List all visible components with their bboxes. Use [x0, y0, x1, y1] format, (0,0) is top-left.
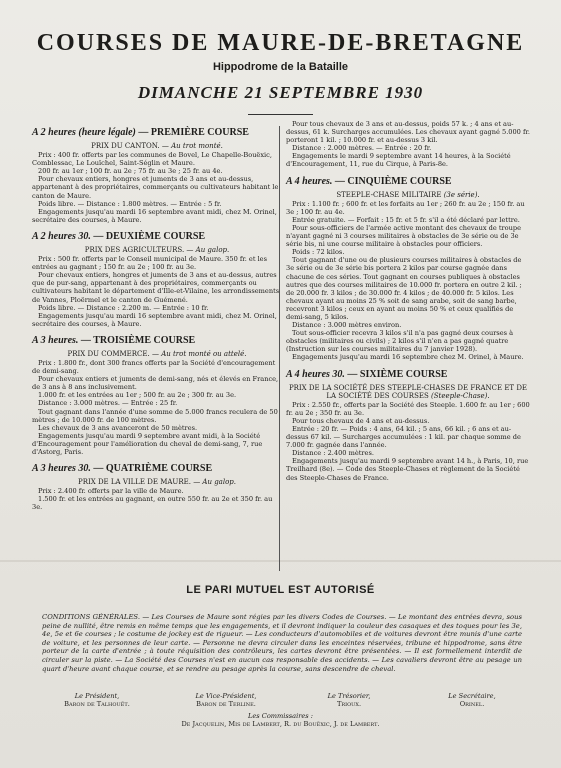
race-condition-line: Prix : 1.100 fr. ; 600 fr. et les forfaits au 1er ; 260 fr. au 2e ; 150 fr. au 3e ; 100 fr. au 4e.	[286, 199, 525, 216]
race-condition-line: Engagements jusqu'au mardi 16 septembre avant midi, chez M. Orinel, secrétaire des courses, à Maure.	[32, 207, 277, 224]
race-condition-line: Prix : 2.550 fr., offerts par la Société des Steeple. 1.600 fr. au 1er ; 600 fr. au 2e ; 350 fr. au 3e.	[286, 400, 530, 417]
race-condition-line: Entrée : 20 fr. — Poids : 4 ans, 64 kil. ; 5 ans, 66 kil. ; 6 ans et au-dessus 67 kil. — Surcharges accumulées : 1 kil. par chaque somme de 7.000 fr. gagnée dans l'année.	[286, 425, 521, 450]
race-condition-line: Tout sous-officier recevra 3 kilos s'il n'a pas gagné deux courses à obstacles (militaires ou civils) ; 2 kilos s'il n'en a pas gagné quatre (Instruction sur les courses militaires du 7 janvier 1928).	[286, 329, 514, 354]
race-condition-line: Engagements jusqu'au mardi 16 septembre chez M. Orinel, à Maure.	[292, 353, 524, 362]
race-condition-line: Poids libre. — Distance : 2.200 m. — Entrée : 10 fr.	[38, 303, 209, 312]
race-condition-line: Distance : 2.400 mètres.	[292, 449, 374, 458]
race-condition-line: 1.500 fr. et les entrées au gagnant, en outre 550 fr. au 2e et 350 fr. au 3e.	[32, 495, 273, 512]
race-name: TROISIÈME COURSE	[93, 334, 196, 346]
race-condition-line: Engagements jusqu'au mardi 9 septembre avant 14 h., à Paris, 10, rue Treilhard (8e). — Code des Steeple-Chases et règlement de la Société des Steeple-Chases de France.	[286, 457, 529, 482]
race-condition-line: Les chevaux de 3 ans avanceront de 50 mètres.	[38, 423, 198, 432]
signature-name: Orinel.	[459, 700, 485, 708]
race-separator: —	[344, 368, 360, 380]
prix-name: PRIX DU COMMERCE.	[67, 349, 150, 358]
prix-name: PRIX DE LA SOCIÉTÉ DES STEEPLE-CHASES DE FRANCE ET DE LA SOCIÉTÉ DES COURSES	[288, 383, 528, 400]
race-prix	[32, 350, 282, 358]
prix-name: STEEPLE-CHASE MILITAIRE	[336, 190, 442, 199]
race-separator: —	[90, 230, 106, 242]
prix-mode: — Au galop.	[186, 245, 230, 254]
race-time: A 4 heures 30.	[286, 368, 345, 380]
race-condition-line: Engagements jusqu'au mardi 16 septembre avant midi, chez M. Orinel, secrétaire des courses, à Maure.	[32, 311, 277, 328]
signature-role: Le Vice-Président,	[195, 692, 257, 700]
signature-vice-president	[166, 692, 286, 708]
signature-tresorier	[304, 692, 394, 708]
race-heading	[286, 175, 530, 188]
race-condition-line: Pour chevaux entiers, hongres et juments de 3 ans et au-dessus, appartenant à des propriétaires, commerçants ou cultivateurs habitant le canton de Maure.	[32, 175, 279, 200]
race-condition-line: Distance : 3.000 mètres. — Entrée : 25 fr.	[38, 399, 178, 408]
prix-mode: (Steeple-Chase).	[431, 391, 490, 400]
left-column	[32, 120, 282, 511]
race-condition-line: Prix : 500 fr. offerts par le Conseil municipal de Maure. 350 fr. et les entrées au gagnant ; 150 fr. au 2e ; 100 fr. au 3e.	[32, 255, 267, 272]
prix-mode: — Au galop.	[193, 478, 237, 487]
signature-name: Trioux.	[336, 700, 362, 708]
race-prix	[32, 246, 282, 254]
prix-mode: — Au trot monté.	[161, 142, 223, 150]
race-separator: —	[332, 175, 348, 187]
race-condition-line: Entrée gratuite. — Forfait : 15 fr. et 5 fr. s'il a été déclaré par lettre.	[292, 215, 520, 224]
event-date: DIMANCHE 21 SEPTEMBRE 1930	[137, 83, 424, 102]
race-separator: —	[135, 127, 151, 138]
commissaires-label: Les Commissaires :	[248, 712, 313, 720]
poster-subtitle: Hippodrome de la Bataille	[212, 61, 349, 73]
race-condition-line: Poids : 72 kilos.	[292, 248, 345, 257]
prix-name: PRIX DE LA VILLE DE MAURE.	[77, 478, 191, 487]
fold-crease	[0, 560, 561, 562]
race-condition-line: Tout gagnant dans l'année d'une somme de 5.000 francs reculera de 50 mètres ; de 10.000 fr. de 100 mètres.	[32, 407, 278, 424]
race-condition-line: Pour sous-officiers de l'armée active montant des chevaux de troupe n'ayant gagné ni 3 courses militaires à obstacles de 3e série ou de 3e série bis, ni une course militaire à obstacles pour officiers.	[286, 223, 521, 249]
race-condition-line: 1.000 fr. et les entrées au 1er ; 500 fr. au 2e ; 300 fr. au 3e.	[38, 391, 237, 400]
signature-role: Le Secrétaire,	[448, 692, 496, 700]
title-divider	[248, 114, 313, 115]
race-condition-line: Poids libre. — Distance : 1.800 mètres. — Entrée : 5 fr.	[38, 199, 222, 208]
signature-role: Le Président,	[74, 692, 120, 700]
race-time: A 3 heures 30.	[32, 463, 91, 475]
race-heading	[32, 230, 282, 243]
signature-name: Baron de Terline.	[196, 700, 256, 708]
race-condition-line: Tout gagnant d'une ou de plusieurs courses militaires à obstacles de 3e série ou de 3e série bis portera 2 kilos par course gagnée dans chacune de ces séries. Tout gagnant en courses publiques à obstacles autres que des courses militaires de 10.000 fr. portera en outre 2 kil. ; de 20.000 fr. 3 kilos ; de 30.000 fr. 4 kilos ; de 40.000 fr. 5 kilos. Les chevaux ayant au moins 25 % soit de sang arabe, soit de sang barbe, recevront 3 kilos ; ceux en ayant au moins 50 % et ceux qualifiés de demi-sang, 5 kilos.	[286, 256, 522, 321]
commissaires-names: De Jacquelin, Mis de Lambert, R. du Bouëxic, J. de Lambert.	[181, 720, 380, 728]
race-separator: —	[78, 334, 94, 346]
race-separator: —	[90, 463, 106, 475]
prix-mode: (3e série).	[443, 190, 480, 199]
race-condition-line: Engagements le mardi 9 septembre avant 14 heures, à la Société d'Encouragement, 11, rue du Cirque, à Paris-8e.	[286, 152, 511, 169]
race-condition-line: Distance : 3.000 mètres environ.	[292, 321, 402, 330]
race-condition-line: Prix : 1.800 fr., dont 300 francs offerts par la Société d'encouragement de demi-sang.	[32, 358, 276, 376]
prix-mode: — Au trot monté ou attelé.	[151, 349, 247, 358]
race-condition-line: 200 fr. au 1er ; 100 fr. au 2e ; 75 fr. au 3e ; 25 fr. au 4e.	[38, 167, 223, 176]
race-heading	[32, 462, 282, 475]
race-time: A 4 heures.	[286, 175, 333, 187]
general-conditions: CONDITIONS GÉNÉRALES. — Les Courses de Maure sont régies par les divers Codes de Courses. — Le montant des entrées devra, sous peine de nullité, être remis en même temps que les engagements, et il devront indiquer la couleur des casaques et des toques pour les 3e, 4e, 5e et 6e courses ; le costume de jockey est de rigueur. — Les conducteurs d'automobiles et de voitures devront être munis d'une carte de voiture, et les personnes de leur carte. — Personne ne devra circuler dans les enceintes réservées, tribune et hippodrome, sans être porteur de la carte d'entrée ; à toute réquisition des contrôleurs, les cartes devront être présentées. — Il est formellement interdit de circuler sur la piste. — La Société des Courses n'est en aucun cas responsable des accidents. — Les cavaliers devront être au pesage un quart d'heure avant chaque course, et se rendre au pesage après la course, sans descendre de cheval.	[42, 613, 522, 673]
race-prix	[32, 142, 282, 150]
race-name: PREMIÈRE COURSE	[150, 127, 249, 138]
race-heading	[32, 126, 282, 139]
commissaires	[0, 712, 561, 728]
race-time: A 3 heures.	[32, 334, 79, 346]
race-condition-line: Pour tous chevaux de 4 ans et au-dessus.	[292, 416, 430, 425]
race-heading	[286, 368, 530, 381]
race-condition-line: Pour chevaux entiers et juments de demi-sang, nés et élevés en France, de 3 ans à 8 ans inclusivement.	[32, 375, 279, 392]
prix-name: PRIX DU CANTON.	[91, 142, 160, 150]
race-prix	[32, 478, 282, 486]
right-column	[286, 120, 530, 482]
race-time: A 2 heures 30.	[32, 230, 91, 242]
signature-role: Le Trésorier,	[327, 692, 371, 700]
poster-title: COURSES DE MAURE-DE-BRETAGNE	[36, 30, 525, 56]
pari-mutuel-notice: LE PARI MUTUEL EST AUTORISÉ	[186, 584, 375, 596]
race-heading	[32, 334, 282, 347]
prix-name: PRIX DES AGRICULTEURS.	[84, 245, 185, 254]
race-name: SIXIÈME COURSE	[359, 368, 448, 380]
race-condition-line: Prix : 2.400 fr. offerts par la ville de Maure.	[38, 487, 184, 496]
signature-secretaire	[422, 692, 522, 708]
race-condition-line: Pour chevaux entiers, hongres et juments de 3 ans et au-dessus, autres que de pur-sang, appartenant à des propriétaires, commerçants ou cultivateurs habitant le département d'Ille-et-Vilaine, les arrondissements de Vannes, Ploërmel et le canton de Guémené.	[32, 271, 280, 304]
race-condition-line: Pour tous chevaux de 3 ans et au-dessus, poids 57 k. ; 4 ans et au-dessus, 61 k. Surcharges accumulées. Les chevaux ayant gagné 5.000 fr. porteront 1 kil. ; 10.000 fr. et au-dessus 3 kil.	[286, 120, 530, 145]
race-name: DEUXIÈME COURSE	[105, 230, 206, 242]
race-time: A 2 heures (heure légale)	[32, 127, 136, 138]
race-condition-line: Engagements jusqu'au mardi 9 septembre avant midi, à la Société d'Encouragement pour l'amélioration du cheval de demi-sang, 7, rue d'Astorg, Paris.	[32, 431, 263, 456]
race-prix	[286, 384, 530, 400]
race-name: QUATRIÈME COURSE	[105, 463, 213, 475]
race-prix	[286, 191, 530, 199]
race-name: CINQUIÈME COURSE	[347, 175, 452, 187]
race-condition-line: Distance : 2.000 mètres. — Entrée : 20 fr.	[292, 144, 432, 153]
column-divider	[279, 126, 280, 571]
race-condition-line: Prix : 400 fr. offerts par les communes de Bovel, Le Chapelle-Bouëxic, Comblessac, Le Louïchel, Saint-Séglin et Maure.	[32, 151, 272, 168]
signature-name: Baron de Talhouët.	[64, 700, 130, 708]
signature-president	[42, 692, 152, 708]
